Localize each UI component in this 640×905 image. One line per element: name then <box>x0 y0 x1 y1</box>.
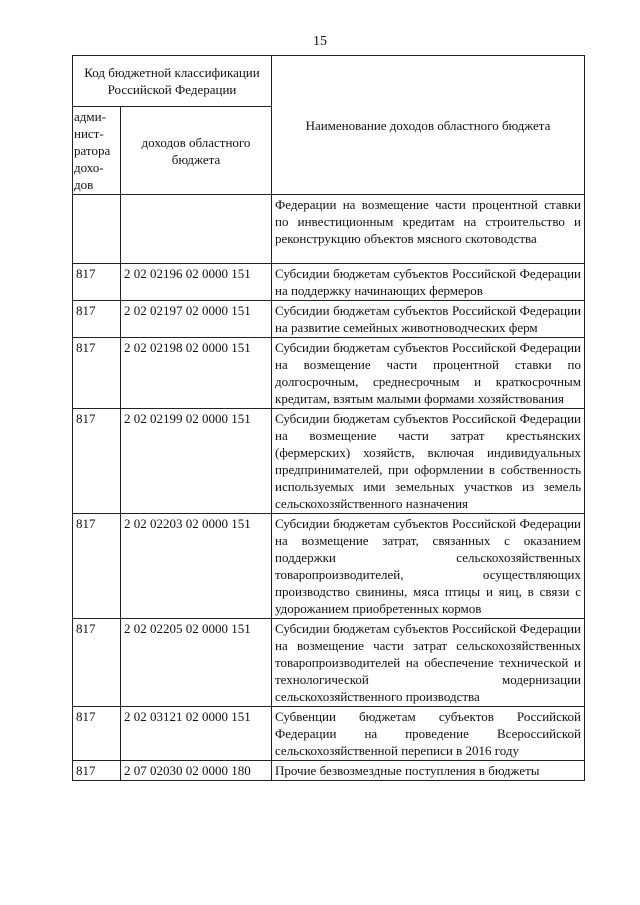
cell-code: 2 02 03121 02 0000 151 <box>121 707 272 761</box>
cell-admin: 817 <box>73 761 121 781</box>
cell-name: Субсидии бюджетам субъектов Российской Федерации на возмещение части процентной ставки по долгосрочным, среднесрочным и краткосрочным кредитам, взятым малыми формами хозяйствования <box>272 338 585 409</box>
cell-name-continuation: Федерации на возмещение части процентной ставки по инвестиционным кредитам на строительство и реконструкцию объектов мясного скотоводства <box>272 195 585 264</box>
table-row <box>73 301 585 338</box>
header-income-code: доходов областного бюджета <box>121 107 272 195</box>
cell-admin-empty <box>73 195 121 264</box>
cell-admin: 817 <box>73 619 121 707</box>
cell-code: 2 02 02203 02 0000 151 <box>121 514 272 619</box>
cell-code: 2 02 02196 02 0000 151 <box>121 264 272 301</box>
page-number: 15 <box>313 34 327 49</box>
cell-admin: 817 <box>73 514 121 619</box>
table-row <box>73 761 585 781</box>
cell-name: Субсидии бюджетам субъектов Российской Федерации на поддержку начинающих фермеров <box>272 264 585 301</box>
cell-code: 2 02 02205 02 0000 151 <box>121 619 272 707</box>
header-income-name: Наименование доходов областного бюджета <box>272 56 585 195</box>
cell-admin: 817 <box>73 301 121 338</box>
header-row-group <box>73 56 585 107</box>
table-row <box>73 514 585 619</box>
table-row <box>73 338 585 409</box>
cell-name: Субвенции бюджетам субъектов Российской Федерации на проведение Всероссийской сельскохозяйственной переписи в 2016 году <box>272 707 585 761</box>
cell-code: 2 07 02030 02 0000 180 <box>121 761 272 781</box>
cell-name: Субсидии бюджетам субъектов Российской Федерации на возмещение части затрат крестьянских (фермерских) хозяйств, включая индивидуальных предпринимателей, при оформлении в собственность используемых ими земельных участков из земель сельскохозяйственного назначения <box>272 409 585 514</box>
cell-name: Субсидии бюджетам субъектов Российской Федерации на возмещение части затрат сельскохозяйственных товаропроизводителей на обеспечение технической и технологической модернизации сельскохозяйственного производства <box>272 619 585 707</box>
cell-admin: 817 <box>73 338 121 409</box>
cell-admin: 817 <box>73 264 121 301</box>
header-administrator <box>73 107 121 195</box>
header-administrator-text: адми-нист-ратора дохо-дов <box>74 109 111 192</box>
cell-code: 2 02 02199 02 0000 151 <box>121 409 272 514</box>
cell-name: Субсидии бюджетам субъектов Российской Федерации на развитие семейных животноводческих ферм <box>272 301 585 338</box>
cell-code: 2 02 02197 02 0000 151 <box>121 301 272 338</box>
cell-code-empty <box>121 195 272 264</box>
cell-code: 2 02 02198 02 0000 151 <box>121 338 272 409</box>
cell-name: Прочие безвозмездные поступления в бюджеты <box>272 761 585 781</box>
budget-classification-table <box>72 55 585 781</box>
table-row <box>73 264 585 301</box>
table-row <box>73 619 585 707</box>
cell-admin: 817 <box>73 707 121 761</box>
table-row <box>73 409 585 514</box>
table-row <box>73 707 585 761</box>
cell-name: Субсидии бюджетам субъектов Российской Федерации на возмещение затрат, связанных с оказанием поддержки сельскохозяйственных товаропроизводителей, осуществляющих производство свинины, мяса птицы и яиц, в связи с удорожанием приобретенных кормов <box>272 514 585 619</box>
header-budget-code-group: Код бюджетной классификации Российской Федерации <box>73 56 272 107</box>
table-row-continuation <box>73 195 585 264</box>
cell-admin: 817 <box>73 409 121 514</box>
